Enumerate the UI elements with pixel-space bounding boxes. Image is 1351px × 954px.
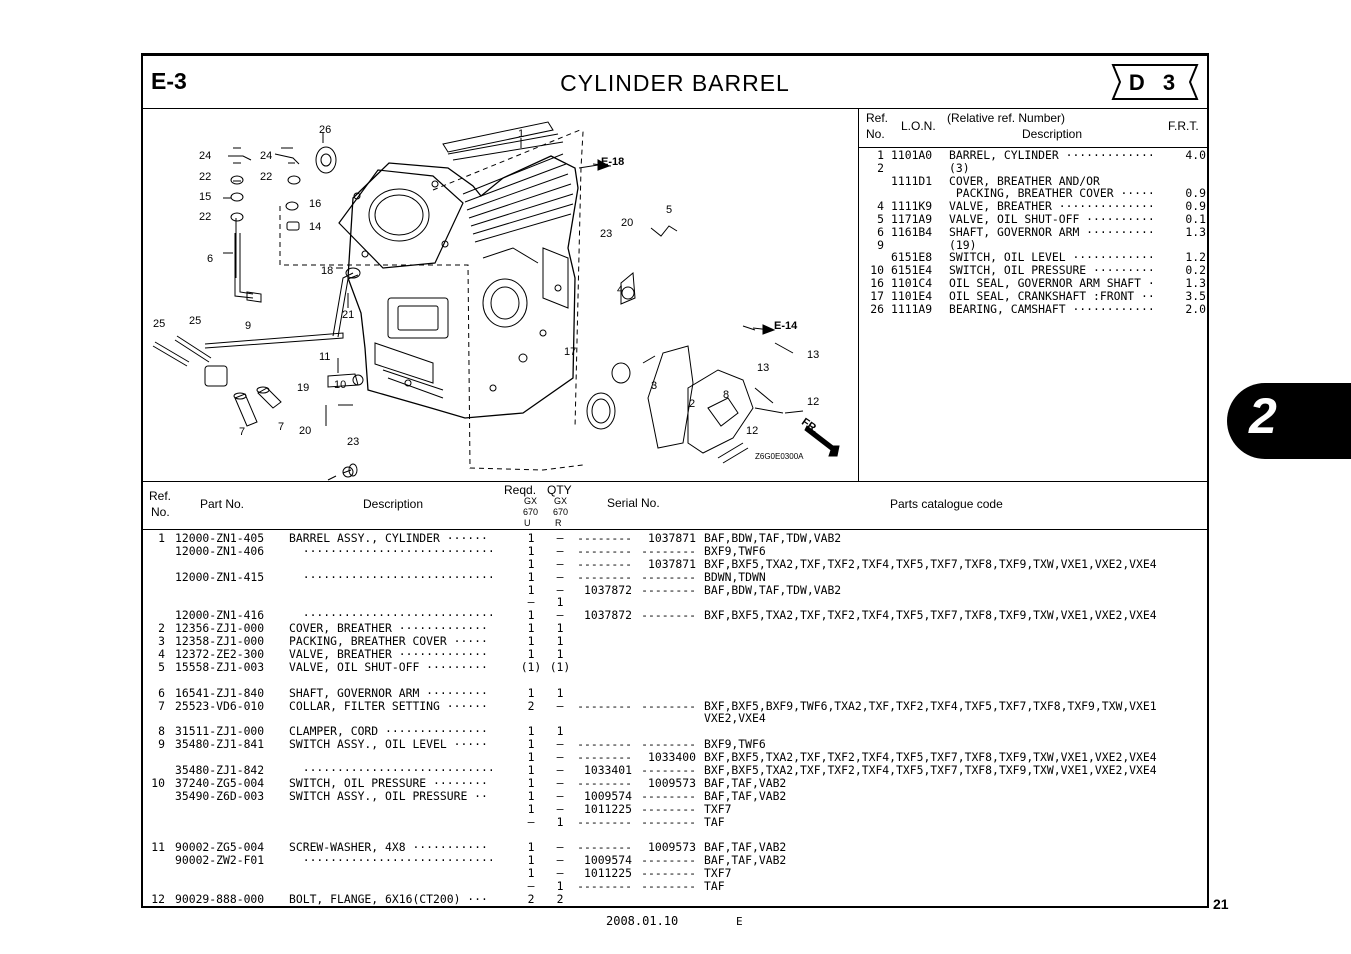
callout-6: 6 <box>207 253 214 265</box>
parts-row-qty-u: 1 <box>527 543 535 558</box>
parts-header-desc: Description <box>363 497 424 511</box>
parts-row-serial-from: 1009574 <box>583 853 632 868</box>
parts-header-serial: Serial No. <box>607 496 660 510</box>
parts-table-row <box>143 648 1207 661</box>
ref-header-rel: (Relative ref. Number) <box>947 111 1066 125</box>
ref-table-row <box>858 290 1209 303</box>
parts-row-qty-u: 2 <box>527 891 535 906</box>
parts-row-serial-to: -------- <box>641 763 696 778</box>
parts-row-partno: 12372-ZE2-300 <box>175 647 265 662</box>
parts-row-qty-u: 1 <box>527 775 535 790</box>
parts-row-codes: BAF,BDW,TAF,TDW,VAB2 <box>704 582 842 597</box>
parts-row-serial-to: -------- <box>641 814 696 829</box>
parts-row-partno: 31511-ZJ1-000 <box>175 724 265 739</box>
chapter-tab-number: 2 <box>1249 388 1277 444</box>
ref-table-rows <box>858 149 1209 315</box>
ref-row-lon: 1171A9 <box>891 211 933 226</box>
ref-table-row <box>858 303 1209 316</box>
callout-11: 11 <box>319 351 331 363</box>
parts-row-qty-u: 1 <box>527 647 535 662</box>
callout-3: 3 <box>651 380 658 392</box>
parts-row-qty-r: – <box>556 750 564 765</box>
parts-row-serial-to: -------- <box>641 853 696 868</box>
parts-row-codes: BXF,BXF5,TXA2,TXF,TXF2,TXF4,TXF5,TXF7,TXF8,TXF9,TXW,VXE1,VXE2,VXE4 <box>704 608 1157 623</box>
ref-row-ref: 6 <box>877 224 884 239</box>
parts-table-header <box>143 481 1207 530</box>
parts-row-qty-r: 1 <box>556 685 564 700</box>
parts-row-qty-u: 1 <box>527 866 535 881</box>
parts-row-ref: 1 <box>158 531 165 545</box>
callout-22b: 22 <box>260 171 273 183</box>
parts-row-desc: BARREL ASSY., CYLINDER ······ <box>289 531 488 545</box>
parts-row-partno: 37240-ZG5-004 <box>175 775 265 790</box>
parts-row-desc: ···························· <box>289 853 495 868</box>
parts-row-ref: 8 <box>158 724 165 739</box>
parts-row-qty-u: 1 <box>527 608 535 623</box>
ref-row-frt: 0.2 <box>1185 263 1206 278</box>
parts-row-serial-to: 1037871 <box>647 556 696 571</box>
parts-row-partno: 12000-ZN1-406 <box>175 543 265 558</box>
parts-table-row <box>143 661 1207 674</box>
parts-row-qty-r: – <box>556 737 564 752</box>
callout-17: 17 <box>564 346 577 358</box>
parts-row-codes: BAF,TAF,VAB2 <box>704 788 787 803</box>
parts-row-qty-u: 1 <box>527 788 535 803</box>
col-r-line1: GX <box>554 496 568 506</box>
parts-row-qty-u: 1 <box>527 621 535 636</box>
parts-row-partno: 90002-ZG5-004 <box>175 840 265 855</box>
parts-row-partno: 90002-ZW2-F01 <box>175 853 265 868</box>
chapter-tab[interactable] <box>1227 383 1351 459</box>
parts-row-qty-r: 1 <box>556 879 564 894</box>
ref-table-row <box>858 162 1209 175</box>
parts-row-desc: SWITCH ASSY., OIL LEVEL ····· <box>289 737 488 752</box>
ref-row-frt: 0.9 <box>1185 186 1206 201</box>
parts-row-serial-from: -------- <box>577 569 632 584</box>
callout-16: 16 <box>309 198 322 210</box>
parts-row-serial-to: 1009573 <box>647 775 696 790</box>
parts-row-serial-from: 1037872 <box>583 582 632 597</box>
parts-row-codes: BXF,BXF5,TXA2,TXF,TXF2,TXF4,TXF5,TXF7,TXF8,TXF9,TXW,VXE1,VXE2,VXE4 <box>704 556 1157 571</box>
ref-row-frt: 2.0 <box>1185 301 1206 316</box>
parts-row-qty-r: – <box>556 531 564 545</box>
parts-header-partno: Part No. <box>200 497 245 511</box>
parts-row-partno: 35480-ZJ1-841 <box>175 737 265 752</box>
parts-row-serial-from: -------- <box>577 556 632 571</box>
ref-table-header <box>858 108 1209 148</box>
ref-row-lon: 1111D1 <box>891 173 933 188</box>
ref-row-desc: OIL SEAL, CRANKSHAFT :FRONT ·· <box>949 288 1155 303</box>
parts-row-qty-r: 1 <box>556 634 564 649</box>
parts-row-partno: 12356-ZJ1-000 <box>175 621 265 636</box>
col-r-line3: R <box>555 518 562 528</box>
parts-table-row <box>143 532 1207 545</box>
callout-23a: 23 <box>347 436 360 448</box>
parts-row-desc: PACKING, BREATHER COVER ····· <box>289 634 488 649</box>
ref-row-ref: 9 <box>877 237 884 252</box>
ref-row-ref: 4 <box>877 199 884 214</box>
ref-row-frt: 1.2 <box>1185 250 1206 265</box>
callout-19: 19 <box>297 382 310 394</box>
parts-row-partno: 15558-ZJ1-003 <box>175 659 265 674</box>
parts-row-codes: BAF,BDW,TAF,TDW,VAB2 <box>704 531 842 545</box>
section-tag <box>1109 62 1201 102</box>
parts-row-ref: 11 <box>151 840 165 855</box>
ref-row-frt: 3.5 <box>1185 288 1206 303</box>
parts-row-codes: BXF9,TWF6 <box>704 543 766 558</box>
parts-row-qty-r: – <box>556 801 564 816</box>
parts-row-qty-u: 1 <box>527 724 535 739</box>
parts-table-row <box>143 571 1207 584</box>
parts-row-qty-u: 1 <box>527 801 535 816</box>
ref-arrow-e18[interactable]: E-18 <box>601 156 625 168</box>
parts-row-serial-to: -------- <box>641 879 696 894</box>
ref-header-frt: F.R.T. <box>1168 119 1199 133</box>
parts-row-qty-r: 1 <box>556 595 564 610</box>
ref-header-lon: L.O.N. <box>901 119 936 133</box>
footer-date: 2008.01.10 <box>606 914 679 928</box>
ref-row-ref: 26 <box>870 301 884 316</box>
ref-row-lon: 1111A9 <box>891 301 933 316</box>
parts-row-qty-u: – <box>527 814 535 829</box>
parts-row-qty-r: 1 <box>556 621 564 636</box>
callout-5: 5 <box>666 204 673 216</box>
callout-13a: 13 <box>807 349 820 361</box>
parts-row-codes: BDWN,TDWN <box>704 569 766 584</box>
parts-row-serial-from: -------- <box>577 698 632 713</box>
parts-table-row <box>143 558 1207 571</box>
parts-row-ref: 9 <box>158 737 165 752</box>
callout-22a: 22 <box>199 171 212 183</box>
parts-row-qty-r: – <box>556 556 564 571</box>
callout-7b: 7 <box>278 421 285 433</box>
parts-row-codes: BXF9,TWF6 <box>704 737 766 752</box>
parts-row-qty-r: – <box>556 788 564 803</box>
ref-row-frt: 1.3 <box>1185 275 1206 290</box>
parts-row-qty-u: 1 <box>527 737 535 752</box>
parts-row-codes: TXF7 <box>704 801 732 816</box>
parts-row-codes: TAF <box>704 879 725 894</box>
parts-row-qty-u: (1) <box>520 659 542 674</box>
parts-table-row <box>143 777 1207 790</box>
parts-table-row <box>143 880 1207 893</box>
ref-row-frt: 0.9 <box>1185 199 1206 214</box>
parts-table-row <box>143 545 1207 558</box>
parts-row-ref: 7 <box>158 698 165 713</box>
col-u-line1: GX <box>524 496 538 506</box>
ref-row-desc: PACKING, BREATHER COVER ····· <box>949 186 1155 201</box>
parts-row-desc: SHAFT, GOVERNOR ARM ········· <box>289 685 488 700</box>
ref-table-row <box>858 277 1209 290</box>
ref-row-desc: (3) <box>949 160 970 175</box>
parts-row-qty-r: – <box>556 543 564 558</box>
parts-table-row <box>143 764 1207 777</box>
ref-row-ref: 2 <box>877 160 884 175</box>
parts-row-qty-r: 1 <box>556 724 564 739</box>
page-title: CYLINDER BARREL <box>560 70 790 96</box>
callout-23b: 23 <box>600 228 613 240</box>
ref-row-lon: 1101C4 <box>891 275 933 290</box>
parts-row-serial-from: 1033401 <box>583 763 632 778</box>
ref-row-desc: SHAFT, GOVERNOR ARM ·········· <box>949 224 1155 239</box>
parts-table-row <box>143 803 1207 816</box>
parts-row-serial-to: -------- <box>641 801 696 816</box>
parts-table-row <box>143 674 1207 687</box>
parts-row-codes: VXE2,VXE4 <box>704 711 766 726</box>
parts-row-codes: BAF,TAF,VAB2 <box>704 775 787 790</box>
parts-row-partno: 12000-ZN1-415 <box>175 569 265 584</box>
parts-row-codes: BAF,TAF,VAB2 <box>704 840 787 855</box>
parts-row-serial-from: -------- <box>577 840 632 855</box>
ref-row-lon: 1101E4 <box>891 288 933 303</box>
parts-row-serial-to: 1033400 <box>647 750 696 765</box>
ref-row-desc: VALVE, BREATHER ·············· <box>949 199 1155 214</box>
parts-row-serial-from: -------- <box>577 531 632 545</box>
parts-table-row <box>143 687 1207 700</box>
parts-row-serial-from: -------- <box>577 879 632 894</box>
parts-row-codes: BAF,TAF,VAB2 <box>704 853 787 868</box>
col-u-line2: 670 <box>523 507 539 517</box>
title-bar <box>143 56 1207 109</box>
parts-header-catalogue: Parts catalogue code <box>890 497 1003 511</box>
parts-row-qty-u: 1 <box>527 569 535 584</box>
parts-row-qty-r: – <box>556 608 564 623</box>
parts-header-qty: QTY <box>547 483 572 497</box>
ref-row-lon: 1111K9 <box>891 199 933 214</box>
parts-row-qty-r: – <box>556 569 564 584</box>
section-tag-label: D 3 <box>1128 70 1182 95</box>
callout-14: 14 <box>309 221 322 233</box>
parts-row-serial-to: -------- <box>641 543 696 558</box>
ref-table-row <box>858 226 1209 239</box>
parts-row-serial-from: -------- <box>577 750 632 765</box>
parts-row-qty-r: 1 <box>556 647 564 662</box>
parts-row-qty-r: 2 <box>556 891 564 906</box>
col-r-line2: 670 <box>553 507 569 517</box>
parts-table-row <box>143 816 1207 829</box>
parts-row-desc: SWITCH ASSY., OIL PRESSURE ·· <box>289 788 488 803</box>
parts-row-codes: TXF7 <box>704 866 732 881</box>
parts-table-row <box>143 700 1207 713</box>
callout-24a: 24 <box>199 150 212 162</box>
callout-25a: 25 <box>153 318 166 330</box>
parts-row-serial-from: -------- <box>577 737 632 752</box>
parts-row-qty-u: 1 <box>527 853 535 868</box>
ref-row-ref: 17 <box>870 288 884 303</box>
ref-row-ref: 1 <box>877 148 884 162</box>
parts-row-qty-r: – <box>556 840 564 855</box>
parts-row-ref: 4 <box>158 647 165 662</box>
parts-row-serial-from: 1037872 <box>583 608 632 623</box>
parts-row-ref: 2 <box>158 621 165 636</box>
ref-row-frt: 4.0 <box>1185 148 1206 162</box>
parts-row-qty-u: 1 <box>527 531 535 545</box>
callout-20b: 20 <box>621 217 634 229</box>
callout-9: 9 <box>245 320 252 332</box>
callout-13b: 13 <box>757 362 770 374</box>
callout-2: 2 <box>689 398 696 410</box>
ref-table-row <box>858 149 1209 162</box>
parts-row-partno: 12000-ZN1-416 <box>175 608 265 623</box>
parts-row-qty-u: 1 <box>527 763 535 778</box>
callout-20a: 20 <box>299 425 312 437</box>
parts-table-row <box>143 584 1207 597</box>
parts-row-partno: 16541-ZJ1-840 <box>175 685 265 700</box>
labor-reference-panel <box>858 108 1209 481</box>
callout-4: 4 <box>617 284 624 296</box>
parts-row-desc: SWITCH, OIL PRESSURE ········ <box>289 775 488 790</box>
ref-header-ref: Ref. <box>866 111 889 125</box>
parts-row-desc: ···························· <box>289 763 495 778</box>
parts-row-codes: BXF,BXF5,TXA2,TXF,TXF2,TXF4,TXF5,TXF7,TXF8,TXF9,TXW,VXE1,VXE2,VXE4 <box>704 763 1157 778</box>
callout-15: 15 <box>199 191 212 203</box>
parts-row-qty-u: 1 <box>527 840 535 855</box>
callout-10: 10 <box>334 379 347 391</box>
exploded-diagram <box>143 108 859 481</box>
parts-row-partno: 35490-Z6D-003 <box>175 788 265 803</box>
parts-row-serial-to: -------- <box>641 582 696 597</box>
parts-row-serial-from: -------- <box>577 814 632 829</box>
callout-21: 21 <box>342 309 355 321</box>
parts-table-row <box>143 790 1207 803</box>
illustration-code: Z6G0E0300A <box>755 452 804 461</box>
parts-row-qty-u: 1 <box>527 750 535 765</box>
parts-table-row <box>143 893 1207 906</box>
ref-row-desc: OIL SEAL, GOVERNOR ARM SHAFT · <box>949 275 1155 290</box>
parts-row-partno: 12000-ZN1-405 <box>175 531 265 545</box>
parts-row-serial-from: -------- <box>577 543 632 558</box>
ref-row-frt: 1.3 <box>1185 224 1206 239</box>
callout-12b: 12 <box>746 425 759 437</box>
callout-26: 26 <box>319 124 332 136</box>
ref-row-desc: SWITCH, OIL PRESSURE ········· <box>949 263 1155 278</box>
parts-row-desc: ···························· <box>289 608 495 623</box>
parts-row-serial-to: 1009573 <box>647 840 696 855</box>
parts-row-qty-u: – <box>527 595 535 610</box>
parts-row-codes: TAF <box>704 814 725 829</box>
parts-header-no: No. <box>151 505 170 519</box>
parts-row-ref: 10 <box>151 775 165 790</box>
ref-row-desc: COVER, BREATHER AND/OR <box>949 173 1100 188</box>
callout-12a: 12 <box>807 396 820 408</box>
parts-row-desc: BOLT, FLANGE, 6X16(CT200) ··· <box>289 891 488 906</box>
parts-row-qty-u: 2 <box>527 698 535 713</box>
ref-arrow-e14[interactable]: E-14 <box>774 320 798 332</box>
ref-row-desc: BEARING, CAMSHAFT ············ <box>949 301 1155 316</box>
ref-header-no: No. <box>866 127 885 141</box>
ref-table-row <box>858 213 1209 226</box>
ref-row-desc: BARREL, CYLINDER ············· <box>949 148 1155 162</box>
parts-row-serial-from: 1011225 <box>583 866 632 881</box>
parts-row-ref: 3 <box>158 634 165 649</box>
parts-header-reqd: Reqd. <box>504 483 537 497</box>
parts-row-ref: 5 <box>158 659 165 674</box>
parts-row-desc: VALVE, OIL SHUT-OFF ········· <box>289 659 488 674</box>
callout-7a: 7 <box>239 426 246 438</box>
ref-row-lon: 6151E4 <box>891 263 933 278</box>
parts-row-qty-u: – <box>527 879 535 894</box>
parts-row-desc: SCREW-WASHER, 4X8 ··········· <box>289 840 488 855</box>
parts-row-desc: COLLAR, FILTER SETTING ······ <box>289 698 488 713</box>
ref-row-desc: (19) <box>949 237 977 252</box>
parts-row-codes: BXF,BXF5,TXA2,TXF,TXF2,TXF4,TXF5,TXF7,TXF8,TXF9,TXW,VXE1,VXE2,VXE4 <box>704 750 1157 765</box>
parts-row-qty-u: 1 <box>527 582 535 597</box>
ref-row-ref: 16 <box>870 275 884 290</box>
parts-row-qty-u: 1 <box>527 556 535 571</box>
parts-row-qty-r: – <box>556 763 564 778</box>
callout-18: 18 <box>321 265 334 277</box>
parts-row-desc: VALVE, BREATHER ············· <box>289 647 488 662</box>
parts-row-ref: 12 <box>151 891 165 906</box>
parts-row-qty-u: 1 <box>527 685 535 700</box>
parts-row-qty-r: – <box>556 853 564 868</box>
callout-25b: 25 <box>189 315 202 327</box>
parts-row-serial-to: -------- <box>641 608 696 623</box>
ref-row-lon: 6151E8 <box>891 250 933 265</box>
ref-row-lon: 1161B4 <box>891 224 933 239</box>
ref-row-lon: 1101A0 <box>891 148 933 162</box>
ref-row-desc: VALVE, OIL SHUT-OFF ·········· <box>949 211 1155 226</box>
parts-row-serial-to: -------- <box>641 788 696 803</box>
parts-row-serial-to: -------- <box>641 737 696 752</box>
ref-row-desc: SWITCH, OIL LEVEL ············ <box>949 250 1155 265</box>
col-u-line3: U <box>524 518 531 528</box>
ref-row-ref: 10 <box>870 263 884 278</box>
front-arrow-label: FR. <box>799 415 821 437</box>
parts-row-qty-r: – <box>556 775 564 790</box>
parts-table-rows <box>143 532 1207 906</box>
parts-row-serial-to: -------- <box>641 698 696 713</box>
callout-8: 8 <box>723 389 730 401</box>
parts-row-serial-from: 1009574 <box>583 788 632 803</box>
page-number: 21 <box>1213 896 1229 912</box>
callout-24b: 24 <box>260 150 273 162</box>
parts-header-ref: Ref. <box>149 489 172 503</box>
parts-row-serial-to: 1037871 <box>647 531 696 545</box>
parts-row-partno: 35480-ZJ1-842 <box>175 763 265 778</box>
callout-1: 1 <box>518 128 525 140</box>
callout-22c: 22 <box>199 211 212 223</box>
footer-edition: E <box>736 915 743 928</box>
page-frame <box>141 53 1209 908</box>
parts-row-desc: COVER, BREATHER ············· <box>289 621 488 636</box>
ref-row-ref: 5 <box>877 211 884 226</box>
parts-row-qty-r: 1 <box>556 814 564 829</box>
parts-row-qty-r: (1) <box>549 659 571 674</box>
ref-header-desc: Description <box>1022 127 1083 141</box>
parts-row-partno: 25523-VD6-010 <box>175 698 265 713</box>
parts-row-partno: 12358-ZJ1-000 <box>175 634 265 649</box>
parts-row-qty-r: – <box>556 698 564 713</box>
parts-row-partno: 90029-888-000 <box>175 891 265 906</box>
parts-row-qty-u: 1 <box>527 634 535 649</box>
parts-row-ref: 6 <box>158 685 165 700</box>
parts-row-desc: ···························· <box>289 543 495 558</box>
parts-row-serial-to: -------- <box>641 866 696 881</box>
ref-row-frt: 0.1 <box>1185 211 1206 226</box>
parts-row-desc: ···························· <box>289 569 495 584</box>
parts-row-qty-r: – <box>556 866 564 881</box>
parts-row-serial-from: -------- <box>577 775 632 790</box>
parts-row-serial-to: -------- <box>641 569 696 584</box>
parts-row-serial-from: 1011225 <box>583 801 632 816</box>
parts-row-qty-r: – <box>556 582 564 597</box>
section-code: E-3 <box>151 68 187 94</box>
parts-row-codes: BXF,BXF5,BXF9,TWF6,TXA2,TXF,TXF2,TXF4,TXF5,TXF7,TXF8,TXF9,TXW,VXE1 <box>704 698 1157 713</box>
parts-row-desc: CLAMPER, CORD ··············· <box>289 724 488 739</box>
